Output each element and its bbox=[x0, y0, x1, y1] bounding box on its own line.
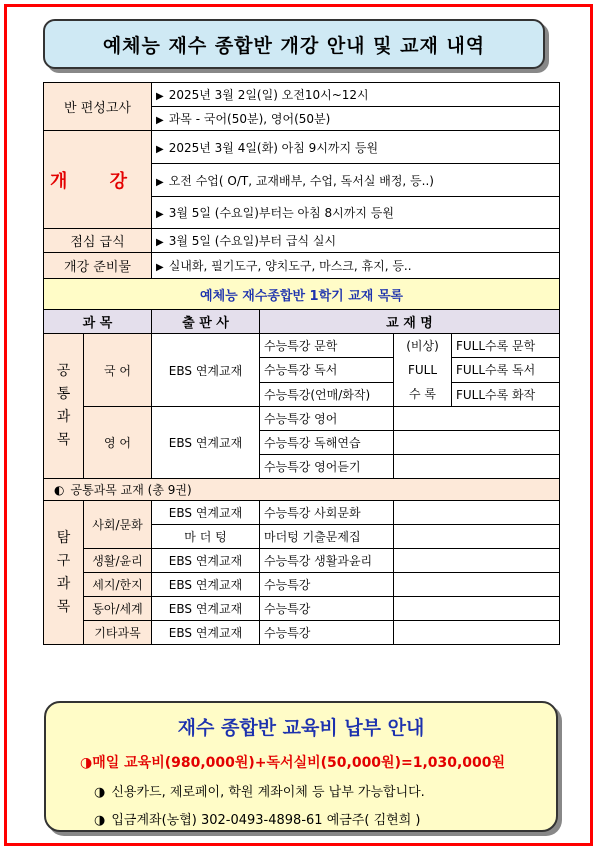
explore-publisher: EBS 연계교재 bbox=[152, 549, 260, 573]
english-publisher: EBS 연계교재 bbox=[152, 407, 260, 479]
payment-methods: ◑ 신용카드, 제로페이, 학원 계좌이체 등 납부 가능합니다. bbox=[94, 785, 425, 800]
explore-publisher: EBS 연계교재 bbox=[152, 501, 260, 525]
full-book-3: FULL수록 화작 bbox=[452, 382, 560, 406]
page-title: 예체능 재수 종합반 개강 안내 및 교재 내역 bbox=[43, 19, 545, 69]
empty-cell bbox=[394, 573, 560, 597]
korean-subject: 국 어 bbox=[84, 334, 152, 407]
explore-subjects-label: 탐 구 과 목 bbox=[44, 501, 84, 645]
placement-test-label: 반 편성고사 bbox=[44, 83, 152, 131]
payment-account: ◑ 입금계좌(농협) 302-0493-4898-61 예금주( 김현희 ) bbox=[94, 813, 421, 828]
english-book-2: 수능특강 독해연습 bbox=[260, 431, 394, 455]
explore-book: 수능특강 생활과윤리 bbox=[260, 549, 394, 573]
explore-subject: 생활/윤리 bbox=[84, 549, 152, 573]
explore-subject: 사회/문화 bbox=[84, 501, 152, 549]
info-table bbox=[43, 82, 560, 645]
korean-book-2: 수능특강 독서 bbox=[260, 358, 394, 382]
explore-book: 수능특강 사회문화 bbox=[260, 501, 394, 525]
english-book-1: 수능특강 영어 bbox=[260, 407, 394, 431]
explore-book: 수능특강 bbox=[260, 597, 394, 621]
explore-subject: 기타과목 bbox=[84, 621, 152, 645]
header-book-name: 교 재 명 bbox=[260, 310, 560, 334]
placement-test-subjects: ▶ 과목 - 국어(50분), 영어(50분) bbox=[152, 107, 560, 131]
common-summary: ◐ 공통과목 교재 (총 9권) bbox=[44, 479, 560, 501]
explore-publisher: EBS 연계교재 bbox=[152, 621, 260, 645]
explore-publisher: EBS 연계교재 bbox=[152, 573, 260, 597]
opening-arrival-time: ▶ 3월 5일 (수요일)부터는 아침 8시까지 등원 bbox=[152, 197, 560, 229]
empty-cell bbox=[394, 407, 560, 431]
empty-cell bbox=[394, 431, 560, 455]
header-publisher: 출 판 사 bbox=[152, 310, 260, 334]
explore-subject: 세지/한지 bbox=[84, 573, 152, 597]
opening-label: 개 강 bbox=[44, 131, 152, 229]
explore-book: 마더텅 기출문제집 bbox=[260, 525, 394, 549]
lunch-label: 점심 급식 bbox=[44, 229, 152, 253]
half-circle-icon: ◑ bbox=[94, 785, 106, 800]
payment-title: 재수 종합반 교육비 납부 안내 bbox=[177, 717, 425, 739]
book-list-title: 예체능 재수종합반 1학기 교재 목록 bbox=[44, 279, 560, 310]
explore-publisher: 마 더 텅 bbox=[152, 525, 260, 549]
full-book-1: FULL수록 문학 bbox=[452, 334, 560, 358]
payment-box bbox=[44, 701, 558, 832]
half-circle-icon: ◑ bbox=[80, 755, 93, 771]
common-subjects-label: 공 통 과 목 bbox=[44, 334, 84, 479]
full-book-2: FULL수록 독서 bbox=[452, 358, 560, 382]
explore-book: 수능특강 bbox=[260, 573, 394, 597]
empty-cell bbox=[394, 549, 560, 573]
korean-book-3: 수능특강(언매/화작) bbox=[260, 382, 394, 406]
explore-publisher: EBS 연계교재 bbox=[152, 597, 260, 621]
half-circle-icon: ◑ bbox=[94, 813, 106, 828]
explore-subject: 동아/세계 bbox=[84, 597, 152, 621]
empty-cell bbox=[394, 455, 560, 479]
placement-test-date: ▶ 2025년 3월 2일(일) 오전10시~12시 bbox=[152, 83, 560, 107]
payment-fee: ◑매일 교육비(980,000원)+독서실비(50,000원)=1,030,000원 bbox=[80, 755, 506, 771]
empty-cell bbox=[394, 621, 560, 645]
opening-morning-class: ▶ 오전 수업( O/T, 교재배부, 수업, 독서실 배정, 등..) bbox=[152, 164, 560, 197]
supplies-label: 개강 준비물 bbox=[44, 253, 152, 279]
english-subject: 영 어 bbox=[84, 407, 152, 479]
korean-book-1: 수능특강 문학 bbox=[260, 334, 394, 358]
empty-cell bbox=[394, 597, 560, 621]
header-subject: 과 목 bbox=[44, 310, 152, 334]
empty-cell bbox=[394, 525, 560, 549]
english-book-3: 수능특강 영어듣기 bbox=[260, 455, 394, 479]
korean-publisher: EBS 연계교재 bbox=[152, 334, 260, 407]
empty-cell bbox=[394, 501, 560, 525]
full-collection-label: (비상) FULL 수 록 bbox=[394, 334, 452, 407]
supplies-list: ▶ 실내화, 필기도구, 양치도구, 마스크, 휴지, 등.. bbox=[152, 253, 560, 279]
opening-date: ▶ 2025년 3월 4일(화) 아침 9시까지 등원 bbox=[152, 131, 560, 164]
explore-book: 수능특강 bbox=[260, 621, 394, 645]
lunch-info: ▶ 3월 5일 (수요일)부터 급식 실시 bbox=[152, 229, 560, 253]
